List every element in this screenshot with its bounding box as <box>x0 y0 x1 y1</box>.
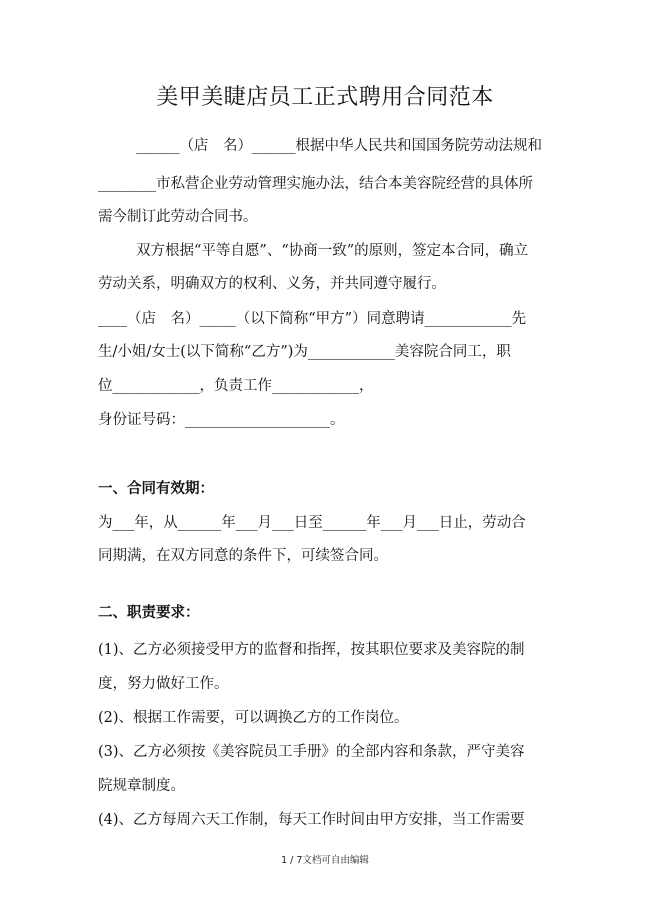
paragraph-line: 身份证号码：____________________。 <box>98 412 345 428</box>
paragraph-line: 需今制订此劳动合同书。 <box>98 209 258 225</box>
paragraph-line: 同期满，在双方同意的条件下，可续签合同。 <box>98 548 388 564</box>
paragraph-line: (3)、乙方必须按《美容院员工手册》的全部内容和条款，严守美容 <box>98 744 525 760</box>
paragraph-line: 度，努力做好工作。 <box>98 676 229 692</box>
paragraph-line: 生/小姐/女士(以下简称“乙方”)为____________美容院合同工，职 <box>98 344 511 360</box>
page-footer: 1 / 7文档可自由编辑 <box>281 855 369 866</box>
paragraph-line: (4)、乙方每周六天工作制，每天工作时间由甲方安排，当工作需要 <box>98 812 525 828</box>
document-title: 美甲美睫店员工正式聘用合同范本 <box>156 85 494 110</box>
paragraph-line: (1)、乙方必须接受甲方的监督和指挥，按其职位要求及美容院的制 <box>98 642 525 658</box>
section-heading: 二、职责要求： <box>98 605 200 621</box>
paragraph-line: 为___年，从______年___月___日至______年___月___日止，劳动合 <box>98 515 526 531</box>
paragraph-line: ________市私营企业劳动管理实施办法，结合本美容院经营的具体所 <box>98 176 533 192</box>
paragraph-line: ____（店 名）_____（以下简称“甲方”）同意聘请____________先 <box>98 311 527 327</box>
section-heading: 一、合同有效期： <box>98 481 214 497</box>
paragraph-line: (2)、根据工作需要，可以调换乙方的工作岗位。 <box>98 710 409 726</box>
paragraph-line: 双方根据“平等自愿”、“协商一致”的原则，签定本合同，确立 <box>136 243 529 259</box>
paragraph-line: 院规章制度。 <box>98 778 185 794</box>
paragraph-line: 位____________，负责工作____________， <box>98 378 374 394</box>
paragraph-line: 劳动关系，明确双方的权利、义务，并共同遵守履行。 <box>98 276 446 292</box>
paragraph-line: ______（店 名）______根据中华人民共和国国务院劳动法规和 <box>136 138 542 154</box>
